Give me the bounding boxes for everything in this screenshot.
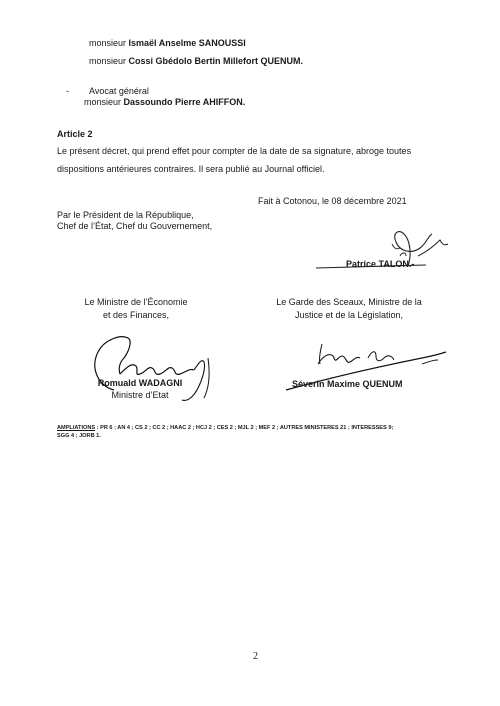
- minister-justice-title-line: Justice et de la Législation,: [294, 310, 404, 320]
- date-place: Fait à Cotonou, le 08 décembre 2021: [258, 196, 407, 206]
- member-line: monsieur Ismaël Anselme SANOUSSI: [89, 38, 246, 48]
- president-name: Patrice TALON.-: [346, 259, 415, 269]
- minister-economy-rank: Ministre d’Etat: [111, 390, 169, 400]
- ampliations-line: SGG 4 ; JORB 1.: [57, 433, 101, 439]
- minister-economy-title-line: et des Finances,: [102, 310, 170, 320]
- article-text-line: dispositions antérieures contraires. Il sera publié au Journal officiel.: [57, 164, 325, 174]
- ampliations-label: AMPLIATIONS: [57, 425, 96, 431]
- president-signature: [308, 226, 458, 281]
- minister-economy-name: Romuald WADAGNI: [97, 378, 183, 388]
- bullet-dash: -: [66, 86, 69, 96]
- minister-economy-signature: [84, 328, 224, 413]
- minister-justice-signature: [282, 340, 452, 401]
- ampliations-line: AMPLIATIONS : PR 6 ; AN 4 ; CS 2 ; CC 2 ; HAAC 2 ; HCJ 2 ; CES 2 ; MJL 2 ; MEF 2 ; AUTRES MINISTERES 21 ; INTERESSES 9;: [57, 425, 394, 431]
- avocat-general-role: Avocat général: [89, 86, 149, 96]
- minister-justice-title-line: Le Garde des Sceaux, Ministre de la: [276, 297, 422, 307]
- minister-economy-title-line: Le Ministre de l’Économie: [84, 297, 188, 307]
- president-title-line: Par le Président de la République,: [57, 210, 194, 220]
- minister-justice-name: Séverin Maxime QUENUM: [292, 379, 403, 389]
- president-title-line: Chef de l’État, Chef du Gouvernement,: [57, 221, 213, 231]
- article-heading: Article 2: [57, 129, 93, 139]
- avocat-general-line: monsieur Dassoundo Pierre AHIFFON.: [84, 97, 246, 107]
- page-number: 2: [253, 651, 258, 662]
- article-text-line: Le présent décret, qui prend effet pour compter de la date de sa signature, abroge toutes: [57, 146, 412, 156]
- member-line: monsieur Cossi Gbédolo Bertin Millefort QUENUM.: [89, 56, 304, 66]
